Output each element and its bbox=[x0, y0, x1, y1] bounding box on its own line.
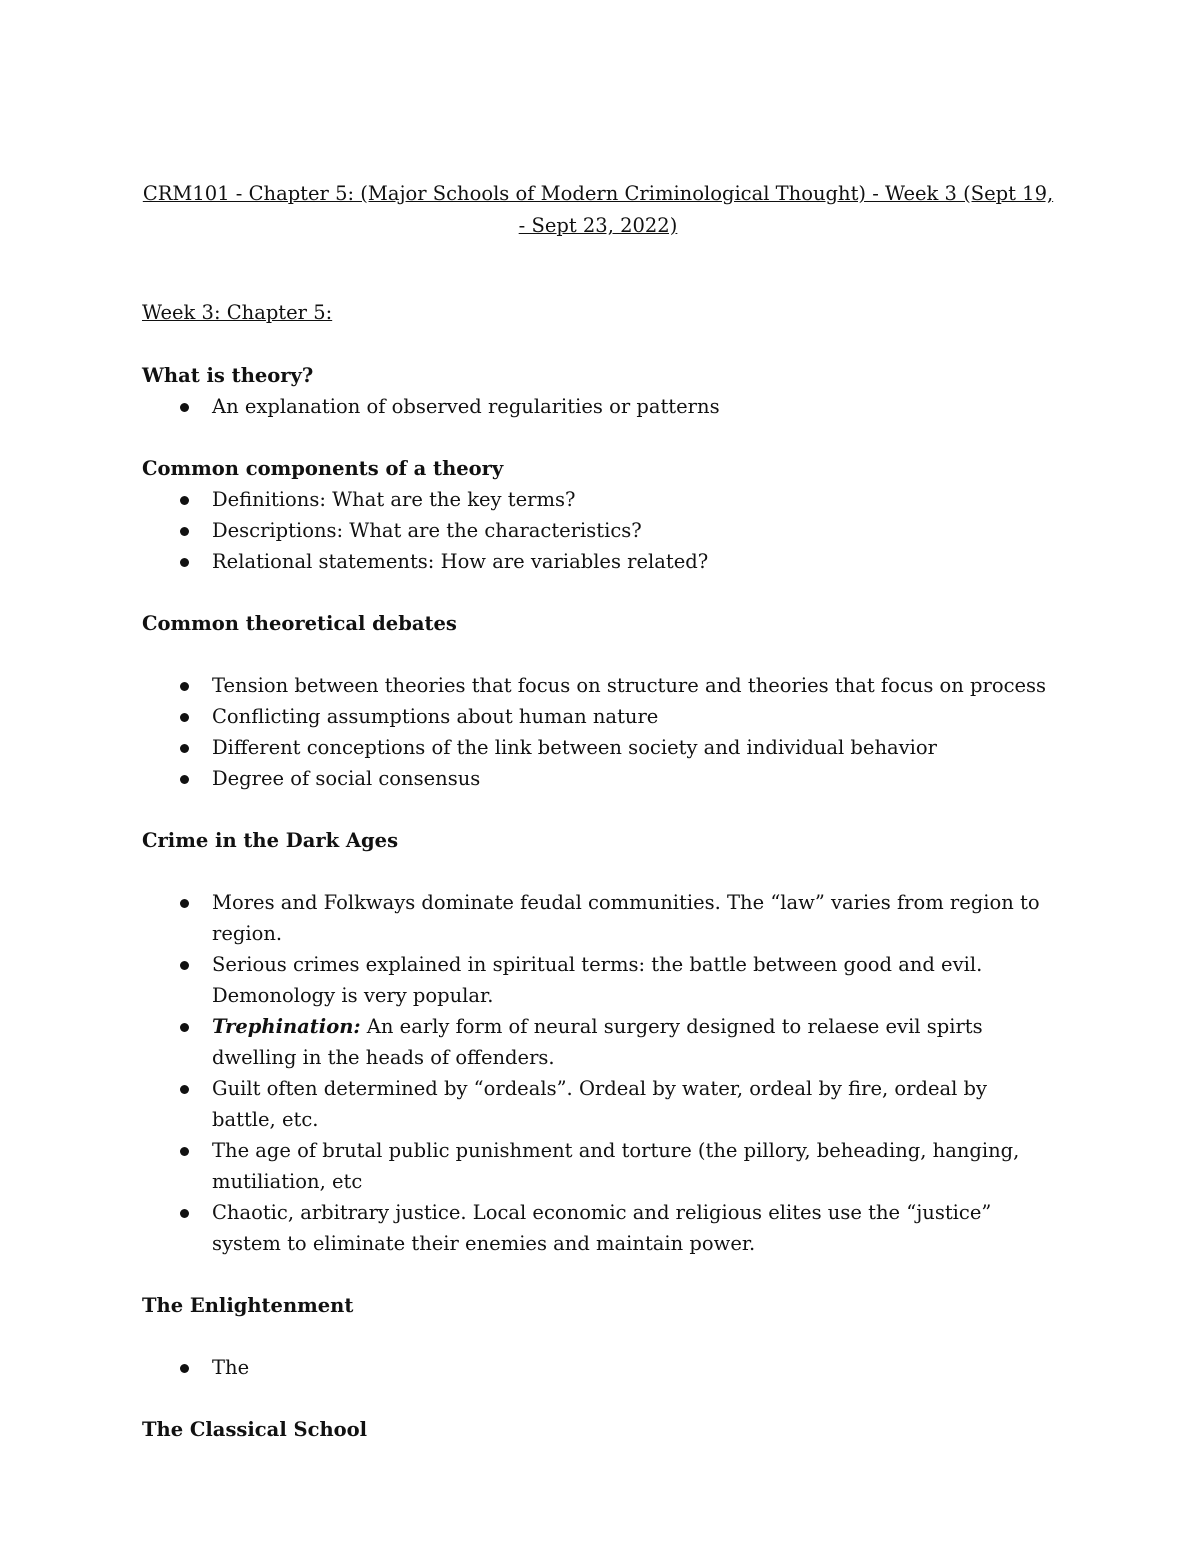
list-item bbox=[212, 763, 1054, 794]
list-item-text: Descriptions: What are the characteristics? bbox=[212, 519, 642, 542]
bullet-icon bbox=[180, 775, 189, 784]
section-heading-theory: What is theory? bbox=[142, 364, 314, 387]
bullet-icon bbox=[180, 527, 189, 536]
section-heading-dark-ages: Crime in the Dark Ages bbox=[142, 829, 399, 852]
list-item bbox=[212, 515, 1054, 546]
list-item bbox=[212, 670, 1054, 701]
list-item bbox=[212, 1073, 1054, 1135]
list-item-text: Definitions: What are the key terms? bbox=[212, 488, 576, 511]
bullet-icon bbox=[180, 744, 189, 753]
list-item-text: An early form of neural surgery designed to relaese evil spirts dwelling in the heads of offenders. bbox=[212, 1015, 983, 1069]
list-item bbox=[212, 391, 1054, 422]
list-item-text: Chaotic, arbitrary justice. Local economic and religious elites use the “justice” system to eliminate their enemies and maintain power. bbox=[212, 1201, 992, 1255]
list-item-text: Degree of social consensus bbox=[212, 767, 481, 790]
document-subtitle: Week 3: Chapter 5: bbox=[142, 301, 333, 324]
list-item-text: Conflicting assumptions about human nature bbox=[212, 705, 659, 728]
bullet-icon bbox=[180, 558, 189, 567]
list-item-text: Serious crimes explained in spiritual terms: the battle between good and evil. Demonology is very popular. bbox=[212, 953, 983, 1007]
section-heading-classical: The Classical School bbox=[142, 1418, 368, 1441]
list-item bbox=[212, 546, 1054, 577]
list-item-text: Tension between theories that focus on structure and theories that focus on process bbox=[212, 674, 1047, 697]
list-item bbox=[212, 1011, 1054, 1073]
bullet-icon bbox=[180, 713, 189, 722]
list-item bbox=[212, 887, 1054, 949]
bullet-icon bbox=[180, 496, 189, 505]
list-debates bbox=[142, 670, 1054, 794]
list-item bbox=[212, 701, 1054, 732]
list-item bbox=[212, 484, 1054, 515]
list-item-text: Relational statements: How are variables related? bbox=[212, 550, 709, 573]
list-enlightenment bbox=[142, 1352, 1054, 1383]
spacer bbox=[142, 577, 1054, 608]
list-dark-ages bbox=[142, 887, 1054, 1259]
bullet-icon bbox=[180, 403, 189, 412]
list-components bbox=[142, 484, 1054, 577]
list-item bbox=[212, 1135, 1054, 1197]
section-heading-debates: Common theoretical debates bbox=[142, 612, 457, 635]
list-item-text: Different conceptions of the link between society and individual behavior bbox=[212, 736, 937, 759]
bullet-icon bbox=[180, 961, 189, 970]
bullet-icon bbox=[180, 682, 189, 691]
list-item-term: Trephination: bbox=[212, 1015, 361, 1038]
list-item bbox=[212, 732, 1054, 763]
spacer bbox=[142, 856, 1054, 887]
bullet-icon bbox=[180, 1364, 189, 1373]
spacer bbox=[142, 1259, 1054, 1290]
list-item-text: Mores and Folkways dominate feudal communities. The “law” varies from region to region. bbox=[212, 891, 1040, 945]
list-item-text: The age of brutal public punishment and torture (the pillory, beheading, hanging, mutiliation, etc bbox=[212, 1139, 1020, 1193]
section-heading-enlightenment: The Enlightenment bbox=[142, 1294, 354, 1317]
bullet-icon bbox=[180, 899, 189, 908]
spacer bbox=[142, 422, 1054, 453]
document-page bbox=[142, 178, 1054, 1445]
list-item bbox=[212, 1352, 1054, 1383]
list-item-text: Guilt often determined by “ordeals”. Ordeal by water, ordeal by fire, ordeal by battle, etc. bbox=[212, 1077, 988, 1131]
list-item bbox=[212, 949, 1054, 1011]
spacer bbox=[142, 639, 1054, 670]
section-heading-components: Common components of a theory bbox=[142, 457, 504, 480]
bullet-icon bbox=[180, 1023, 189, 1032]
spacer bbox=[142, 328, 1054, 360]
document-title: CRM101 - Chapter 5: (Major Schools of Modern Criminological Thought) - Week 3 (Sept 19, - Sept 23, 2022) bbox=[142, 182, 1054, 237]
bullet-icon bbox=[180, 1209, 189, 1218]
list-item-text: The bbox=[212, 1356, 250, 1379]
bullet-icon bbox=[180, 1085, 189, 1094]
list-theory bbox=[142, 391, 1054, 422]
bullet-icon bbox=[180, 1147, 189, 1156]
list-item-text: An explanation of observed regularities or patterns bbox=[212, 395, 720, 418]
list-item bbox=[212, 1197, 1054, 1259]
spacer bbox=[142, 1321, 1054, 1352]
spacer bbox=[142, 1383, 1054, 1414]
spacer bbox=[142, 794, 1054, 825]
